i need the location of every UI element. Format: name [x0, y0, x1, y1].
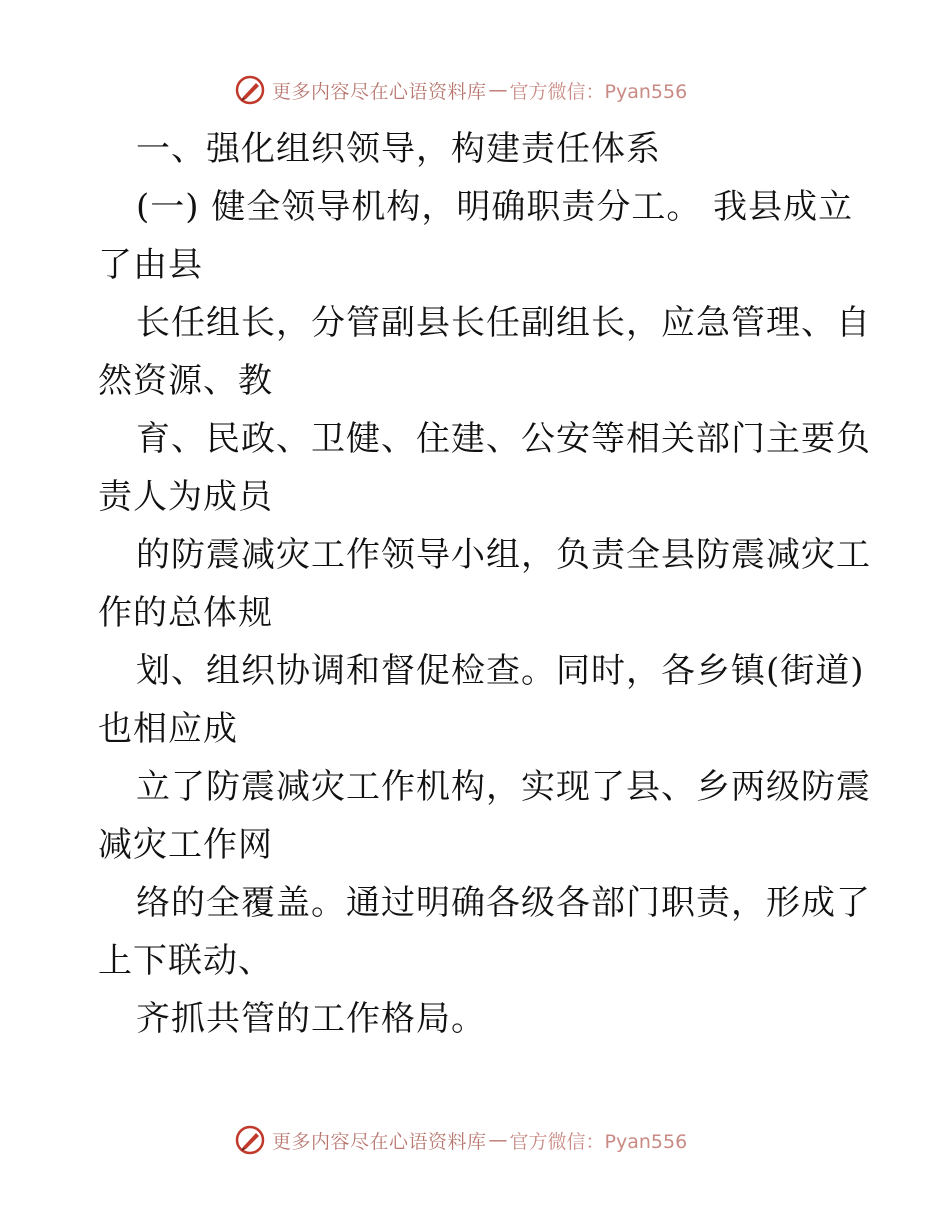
paragraph-line: 立了防震减灾工作机构，实现了县、乡两级防震 — [136, 767, 871, 807]
paragraph-line: 减灾工作网 — [98, 825, 273, 865]
section-heading: 一、强化组织领导，构建责任体系 — [136, 129, 661, 169]
watermark-text: 更多内容尽在心语资料库 — [272, 1130, 487, 1153]
paragraph-line: 长任组长，分管副县长任副组长，应急管理、自 — [136, 303, 871, 343]
paragraph-line: 然资源、教 — [98, 361, 273, 401]
paragraph-line: 作的总体规 — [98, 593, 273, 633]
document-body — [98, 120, 871, 1048]
paragraph-line: 了由县 — [98, 245, 203, 285]
watermark-dash: — — [488, 79, 508, 101]
paragraph-line: 也相应成 — [98, 709, 238, 749]
paragraph-line: 责人为成员 — [98, 477, 273, 517]
paragraph-line: (一) 健全领导机构，明确职责分工。 我县成立 — [136, 187, 854, 227]
watermark-contact: 官方微信：Pyan556 — [509, 1130, 688, 1153]
pen-logo-icon — [234, 74, 266, 106]
watermark-contact: 官方微信：Pyan556 — [509, 80, 688, 103]
header-watermark — [234, 72, 687, 108]
paragraph-line: 络的全覆盖。通过明确各级各部门职责，形成了 — [136, 883, 871, 923]
paragraph-line: 的防震减灾工作领导小组，负责全县防震减灾工 — [136, 535, 871, 575]
paragraph-line: 上下联动、 — [98, 941, 273, 981]
paragraph-line: 育、民政、卫健、住建、公安等相关部门主要负 — [136, 419, 871, 459]
watermark-text: 更多内容尽在心语资料库 — [272, 80, 487, 103]
pen-logo-icon — [234, 1124, 266, 1156]
paragraph-line: 齐抓共管的工作格局。 — [136, 999, 486, 1039]
footer-watermark — [234, 1122, 687, 1158]
paragraph-line: 划、组织协调和督促检查。同时，各乡镇(街道) — [136, 651, 865, 691]
watermark-dash: — — [488, 1129, 508, 1151]
